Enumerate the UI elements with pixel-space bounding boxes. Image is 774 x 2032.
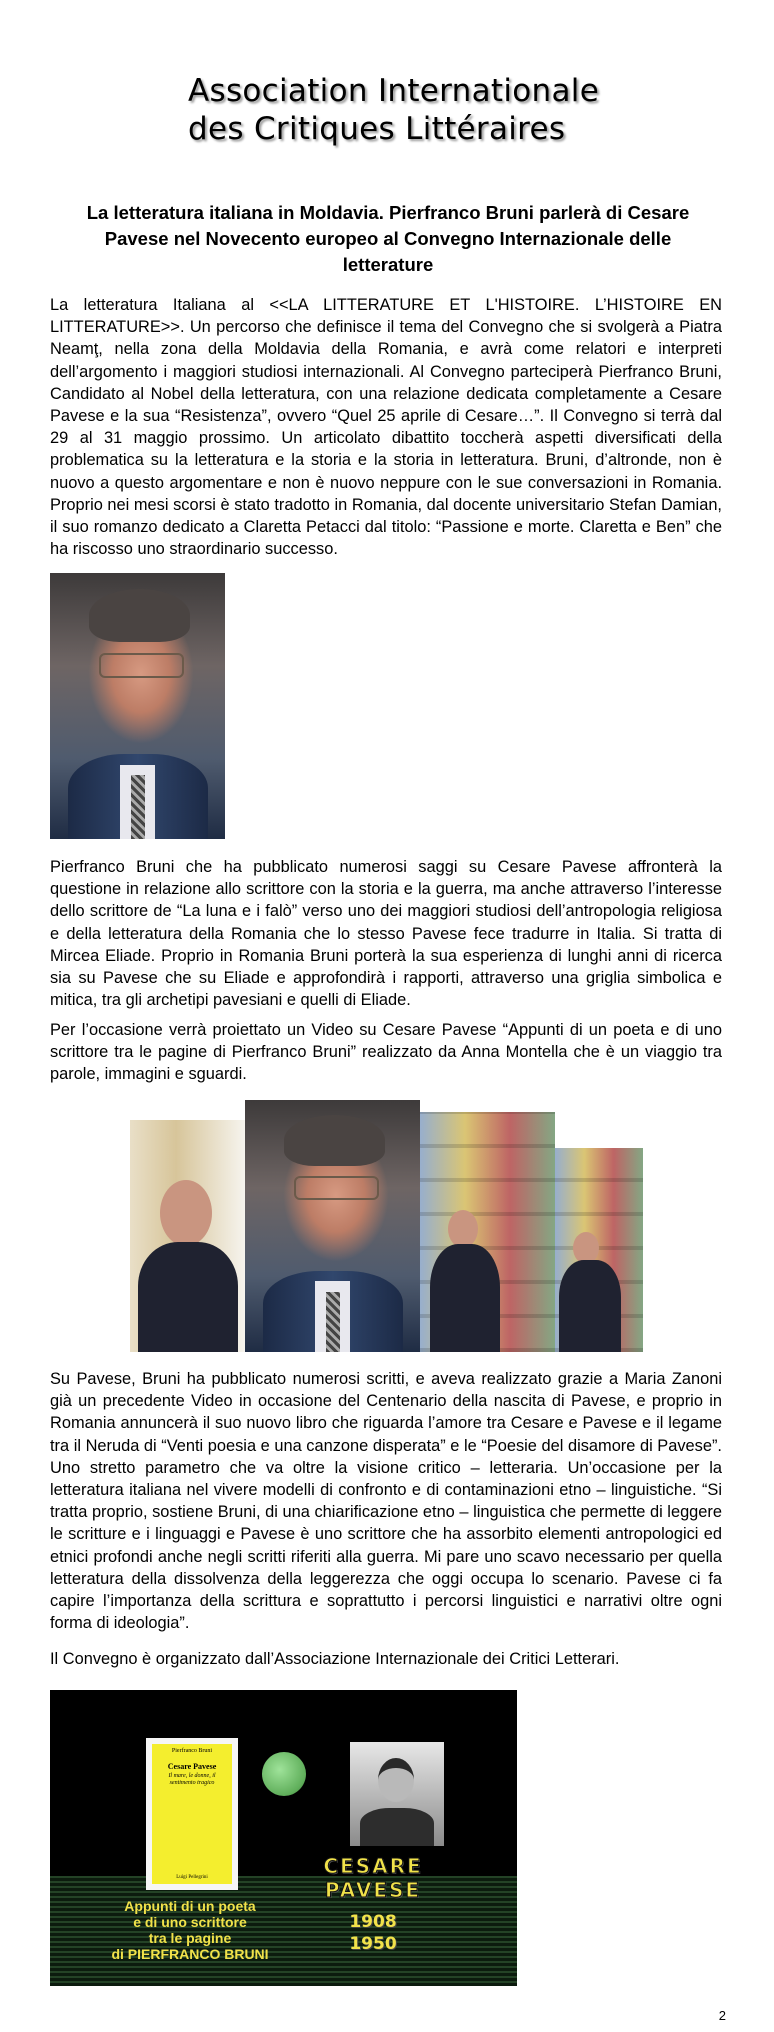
page-number: 2 <box>718 2008 726 2023</box>
pavese-portrait <box>350 1742 444 1846</box>
book-author: Pierfranco Bruni <box>171 1748 213 1754</box>
book-publisher: Luìgi Pellegrini <box>176 1875 208 1880</box>
association-logo <box>188 72 608 148</box>
collage-head-left <box>160 1180 212 1246</box>
collage-photo-bookshelf <box>420 1112 555 1352</box>
collage-body-shelf <box>430 1244 500 1352</box>
poster-caption <box>90 1898 290 1962</box>
photo-glasses-shape <box>99 653 184 678</box>
poster-caption-line-2: e di uno scrittore <box>133 1914 247 1930</box>
photo-tie-shape <box>131 775 145 839</box>
video-poster <box>50 1690 517 1986</box>
article-paragraph-2: Pierfranco Bruni che ha pubblicato numerosi saggi su Cesare Pavese affronterà la questione in relazione allo scrittore con la storia e la guerra, ma anche attraverso l’interesse dello scrittore de “La luna e i falò” verso uno dei maggiori studiosi dell’antropologia religiosa e della letteratura della Romania che lo stesso Pavese fece tradurre in Italia. Si tratta di Mircea Eliade. Proprio in Romania Bruni porterà la sua esperienza di lunghi anni di ricerca sia su Pavese che su Eliade e approfondirà i rapporti, attraverso una griglia simbolica e mitica, tra gli archetipi pavesiani e quelli di Eliade. <box>50 858 722 1010</box>
collage-glasses-center <box>294 1176 379 1200</box>
collage-photo-right <box>555 1148 643 1352</box>
photo-hair-shape <box>89 589 191 642</box>
article-paragraph-3: Per l’occasione verrà proiettato un Video su Cesare Pavese “Appunti di un poeta e di uno scrittore tra le pagine di Pierfranco Bruni” realizzato da Anna Montella che è un viaggio tra parole, immagini e sguardi. <box>50 1021 722 1084</box>
book-title: Cesare Pavese <box>167 1762 217 1771</box>
poster-name-line-2: PAVESE <box>324 1878 422 1902</box>
collage-photo-left <box>130 1120 245 1352</box>
article-paragraph-1: La letteratura Italiana al <<LA LITTERATURE ET L'HISTOIRE. L’HISTOIRE EN LITTERATURE>>. Un percorso che definisce il tema del Convegno che si svolgerà a Piatra Neamţ, nella zona della Moldavia della Romania, e avrà come relatori e interpreti dell’argomento i maggiori studiosi internazionali. Al Convegno parteciperà Pierfranco Bruni, Candidato al Nobel della letteratura, con una relazione dedicata completamente a Cesare Pavese e la sua “Resistenza”, ovvero “Quel 25 aprile di Cesare…”. Il Convegno si terrà dal 29 al 31 maggio prossimo. Un articolato dibattito toccherà aspetti diversificati della problematica su la letteratura e la storia e la storia in letteratura. Bruni, d’altronde, non è nuovo a questo argomentare e non è nuovo neppure con le sue conversazioni in Romania. Proprio nei mesi scorsi è stato tradotto in Romania, dal docente universitario Stefan Damian, il suo romanzo dedicato a Claretta Petacci dal titolo: “Passione e morte. Claretta e Ben” che ha riscosso uno straordinario successo. <box>50 296 722 559</box>
logo-line-1: Association Internationale <box>188 73 600 109</box>
collage-body-right <box>559 1260 621 1352</box>
book-subtitle: Il mare, le donne, il sentimento tragico <box>168 1773 216 1786</box>
logo-line-2: des Critiques Littéraires <box>188 111 566 147</box>
poster-caption-line-3: tra le pagine <box>148 1930 232 1946</box>
pavese-head-shape <box>378 1758 414 1802</box>
collage-body-left <box>138 1242 238 1352</box>
book-cover <box>146 1738 238 1890</box>
poster-caption-line-1: Appunti di un poeta <box>124 1898 256 1914</box>
moon-icon <box>262 1752 306 1796</box>
poster-caption-line-4: di PIERFRANCO BRUNI <box>111 1946 269 1962</box>
poster-year-birth: 1908 <box>349 1912 397 1932</box>
article-title: La letteratura italiana in Moldavia. Pierfranco Bruni parlerà di Cesare Pavese nel Novecento europeo al Convegno Internazionale delle letterature <box>86 202 690 275</box>
article-paragraph-4: Su Pavese, Bruni ha pubblicato numerosi scritti, e aveva realizzato grazie a Maria Zanoni già un precedente Video in occasione del Centenario della nascita di Pavese, e proprio in Romania annuncerà il suo nuovo libro che riguarda l’amore tra Cesare e Pavese e il legame tra il Neruda di “Venti poesia e una canzone disperata” e le “Poesie del disamore di Pavese”. Uno stretto parametro che va oltre la visione critico – letteraria. Un’occasione per la letteratura italiana nel vivere modelli di confronto e di contaminazioni etno – linguistiche. “Si tratta proprio, sostiene Bruni, di una chiarificazione etno – linguistica che permette di leggere le scritture e i linguaggi e Pavese è uno scrittore che ha assorbito elementi antropologici ed etnici profondi anche negli scritti riferiti alla guerra. Mi pare uno scavo necessario per quella letteratura della dissolvenza della leggerezza che oggi occupa lo scenario. Pavese ci fa capire l’importanza della scrittura e soprattutto i percorsi linguistici e narrativi oltre ogni forma di ideologia”. <box>50 1370 722 1633</box>
poster-year-death: 1950 <box>349 1934 397 1954</box>
collage-photo-center <box>245 1100 420 1352</box>
collage-tie-center <box>326 1292 340 1352</box>
collage-hair-center <box>284 1115 386 1165</box>
article-paragraph-5: Il Convegno è organizzato dall’Associazione Internazionale dei Critici Letterari. <box>50 1650 620 1668</box>
pavese-body-shape <box>360 1808 434 1846</box>
portrait-photo-bruni <box>50 573 225 839</box>
poster-name-line-1: CESARE <box>323 1854 423 1878</box>
collage-head-shelf <box>448 1210 478 1248</box>
